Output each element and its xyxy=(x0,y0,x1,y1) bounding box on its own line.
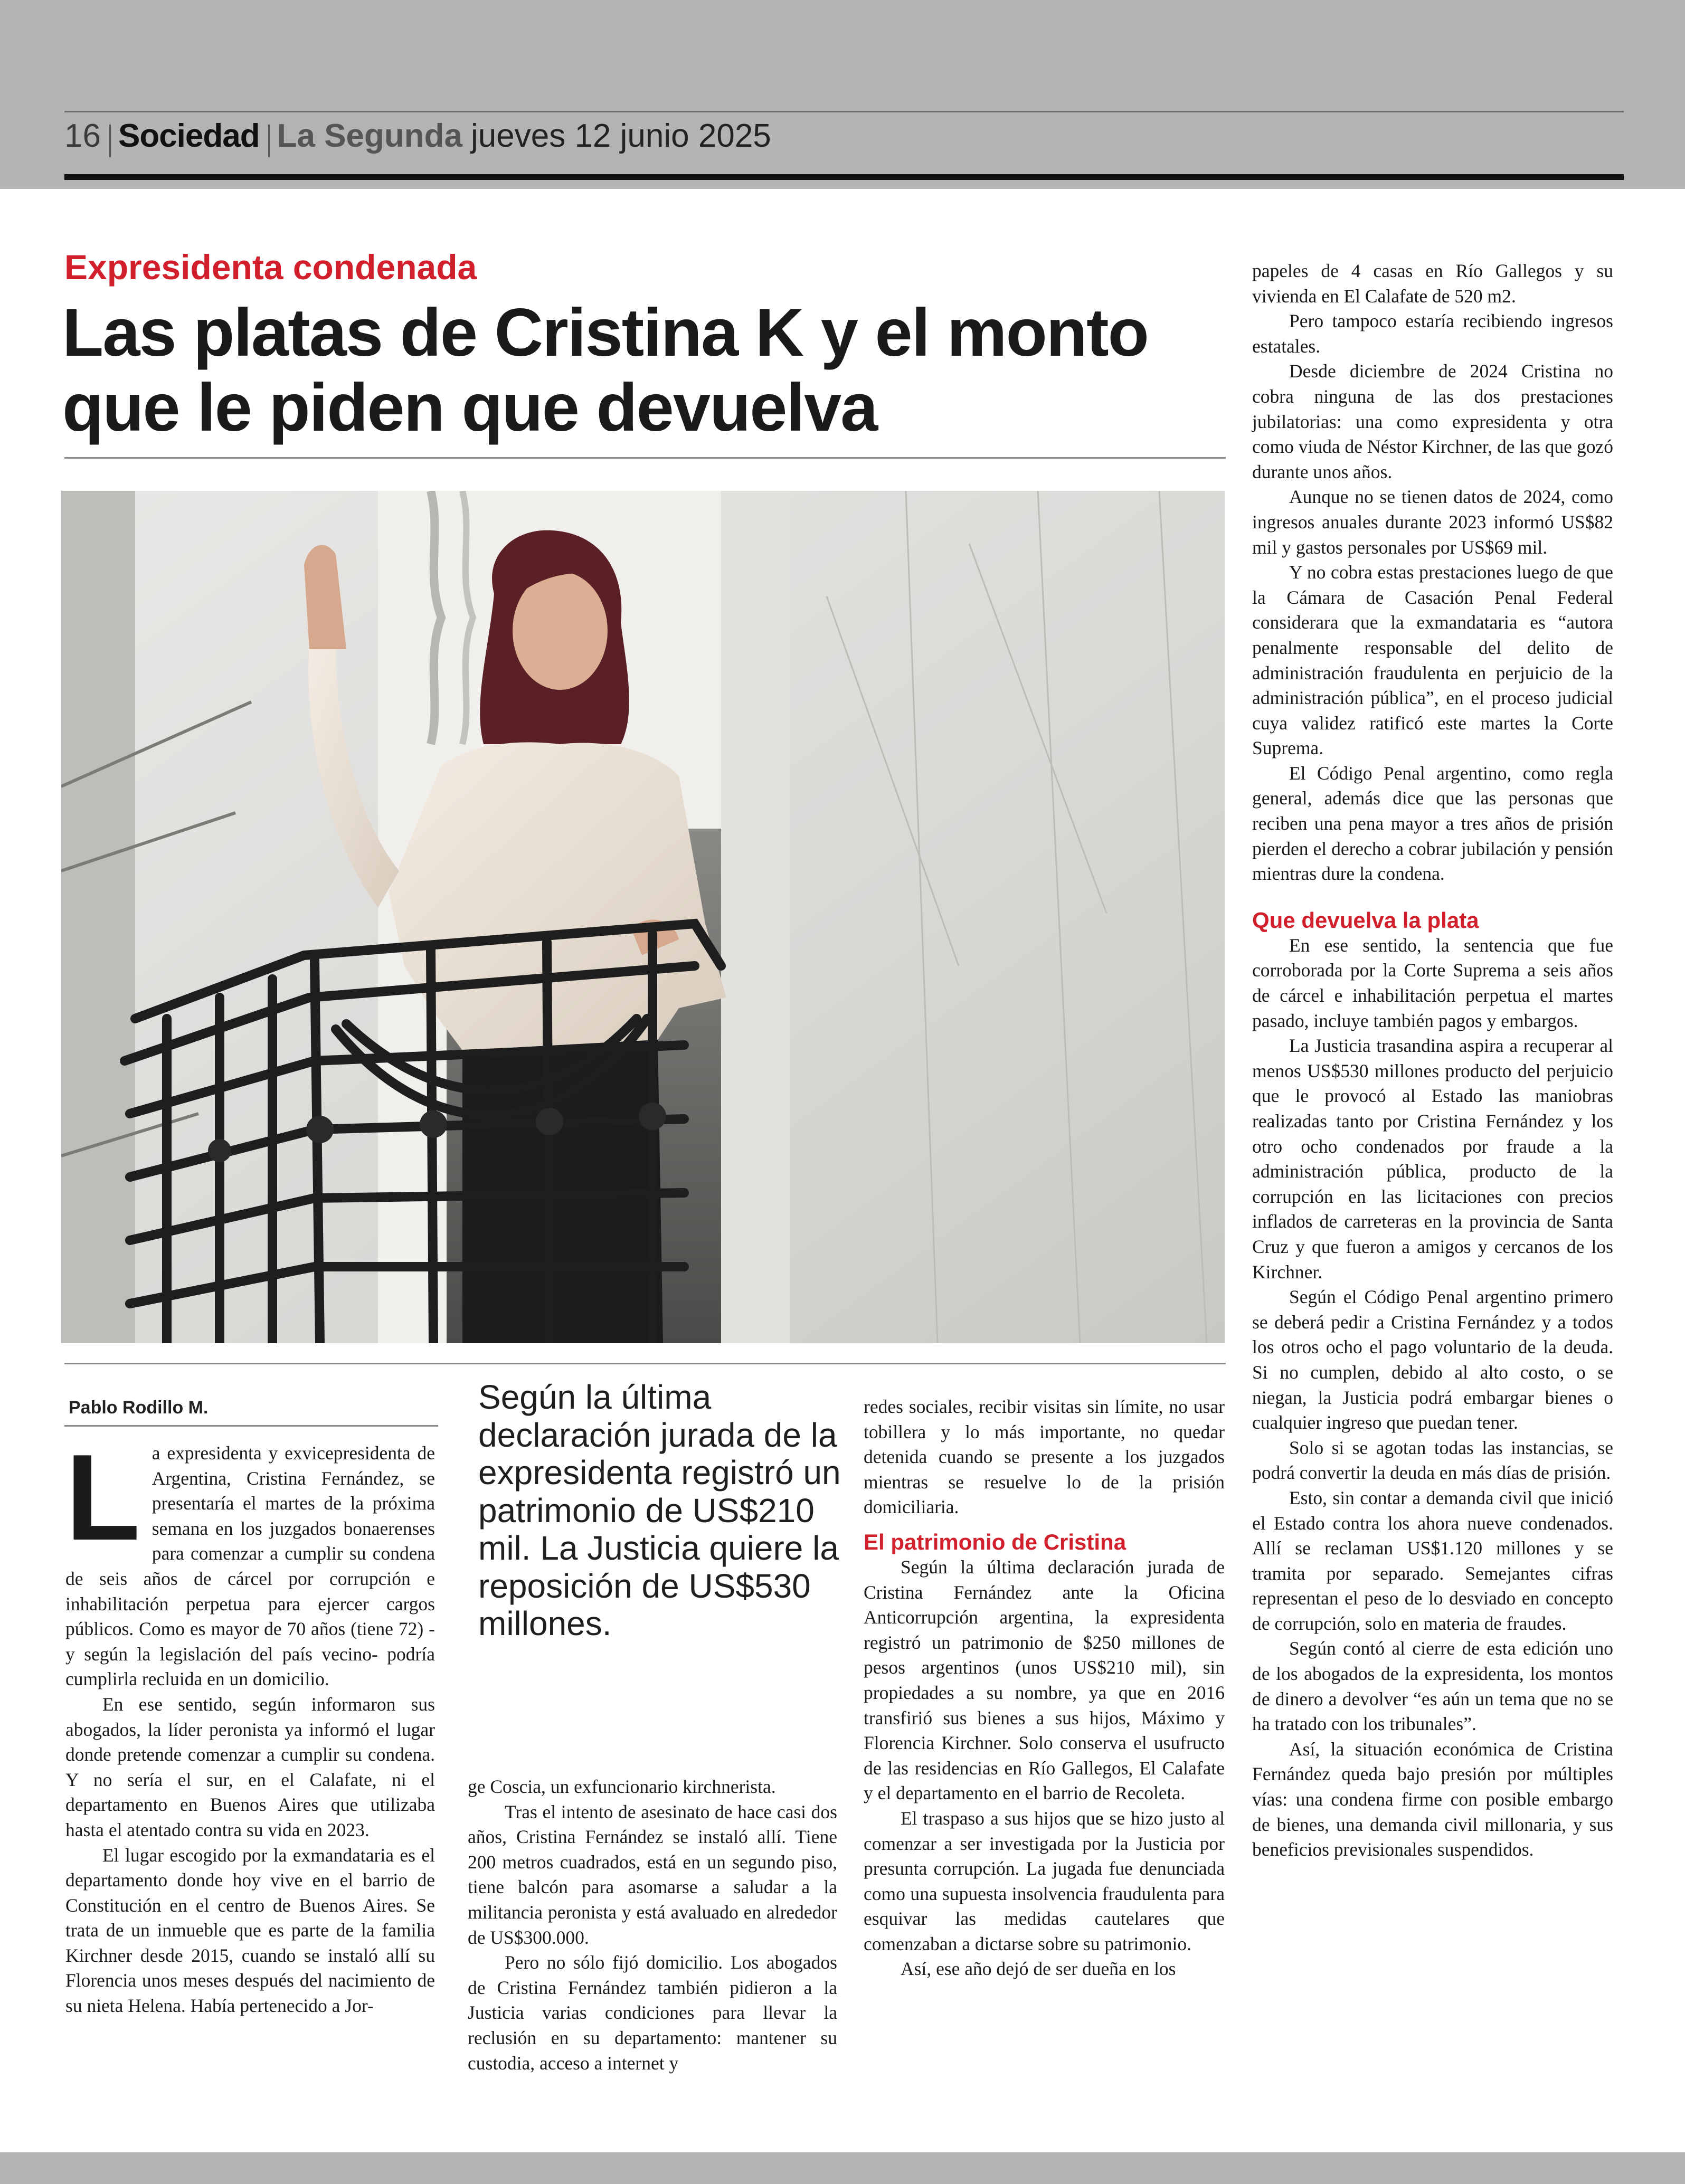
byline: Pablo Rodillo M. xyxy=(69,1398,209,1418)
paragraph: Según contó al cierre de esta edición uno de los abogados de la expresidenta, los montos de dinero a devolver “es aún un tema que no se ha tratado con los tribunales”. xyxy=(1252,1638,1613,1735)
article-kicker: Expresidenta condenada xyxy=(64,248,477,287)
paragraph: Aunque no se tienen datos de 2024, como ingresos anuales durante 2023 informó US$82 mil y gastos personales por US$69 mil. xyxy=(1252,486,1613,558)
paragraph: En ese sentido, la sentencia que fue corroborada por la Corte Suprema a seis años de cárcel e inhabilitación perpetua el martes pasado, incluye también pagos y embargos. xyxy=(1252,934,1613,1031)
paragraph: Tras el intento de asesinato de hace casi dos años, Cristina Fernández se instaló allí. Tiene 200 metros cuadrados, está en un segundo piso, tiene balcón para asomarse a saludar a la militancia peronista y está avaluado en alrededor de US$300.000. xyxy=(468,1801,837,1948)
balcony-photo-illustration xyxy=(61,491,1225,1343)
header-divider xyxy=(268,125,270,157)
article-column-3 xyxy=(864,1394,1225,1982)
paragraph: Así, la situación económica de Cristina Fernández queda bajo presión por múltiples vías: una condena firme con posible embargo de bienes, una demanda civil millonaria, y sus beneficios previsionales suspendidos. xyxy=(1252,1738,1613,1860)
lead-paragraph-text: a expresidenta y exvicepresidenta de Argentina, Cristina Fernández, se presentaría el martes de la próxima semana en los juzgados bonaerenses para comenzar a cumplir su condena de seis años de cárcel por corrupción e inhabilitación perpetua para ejercer cargos públicos. Como es mayor de 70 años (tiene 72) -y según la legislación del país vecino- podría cumplirla recluida en un domicilio. xyxy=(65,1442,435,1690)
paragraph: La Justicia trasandina aspira a recuperar al menos US$530 millones producto del perjuicio que le provocó al Estado las maniobras realizadas tanto por Cristina Fernández y los otro ocho condenados por fraude a la administración pública, producto de la corrupción en las licitaciones con precios inflados de carreteras en la provincia de Santa Cruz y que fueron a amigos y cercanos de los Kirchner. xyxy=(1252,1035,1613,1283)
photo-rule xyxy=(64,1363,1226,1364)
paragraph: papeles de 4 casas en Río Gallegos y su vivienda en El Calafate de 520 m2. xyxy=(1252,260,1613,307)
paragraph: Según la última declaración jurada de Cristina Fernández ante la Oficina Anticorrupción argentina, la expresidenta registró un patrimonio de $250 millones de pesos argentinos (unos US$210 mil), sin propiedades a su nombre, ya que en 2016 transfirió sus bienes a sus hijos, Máximo y Florencia Kirchner. Solo conserva el usufructo de las residencias en Río Gallegos, El Calafate y el departamento en el barrio de Recoleta. xyxy=(864,1556,1225,1804)
paragraph: El lugar escogido por la exmandataria es el departamento donde hoy vive en el barrio de Constitución en el centro de Buenos Aires. Se trata de un inmueble que es parte de la familia Kirchner desde 2015, cuando se instaló allí su Florencia unos meses después del nacimiento de su nieta Helena. Había pertenecido a Jor- xyxy=(65,1844,435,2017)
paragraph: En ese sentido, según informaron sus abogados, la líder peronista ya informó el lugar donde pretende comenzar a cumplir su condena. Y no sería el sur, en el Calafate, ni el departamento en Buenos Aires que utilizaba hasta el atentado contra su vida en 2023. xyxy=(65,1693,435,1840)
newspaper-name: La Segunda xyxy=(277,118,462,154)
issue-date: jueves 12 junio 2025 xyxy=(471,118,771,154)
paragraph: redes sociales, recibir visitas sin límite, no usar tobillera y lo más importante, no quedar detenida cuando se presente a los juzgados mientras se resuelve lo de la prisión domiciliaria. xyxy=(864,1396,1225,1518)
drop-cap: L xyxy=(65,1429,140,1566)
subheading-devuelva: Que devuelva la plata xyxy=(1252,907,1479,933)
article-column-1 xyxy=(65,1429,435,2019)
subheading-patrimonio: El patrimonio de Cristina xyxy=(864,1529,1127,1554)
header-bottom-rule xyxy=(64,174,1624,180)
paragraph: Según el Código Penal argentino primero se deberá pedir a Cristina Fernández y a todos los otros ocho el pago voluntario de la deuda. Si no cumplen, debido al alto costo, o se niegan, la Justicia podrá embargar bienes o cualquier ingreso que puedan tener. xyxy=(1252,1286,1613,1433)
article-headline: Las platas de Cristina K y el monto que le piden que devuelva xyxy=(62,295,1148,445)
headline-rule xyxy=(64,457,1226,459)
paragraph: Pero no sólo fijó domicilio. Los abogados de Cristina Fernández también pidieron a la Justicia varias condiciones para llevar la reclusión en su departamento: mantener su custodia, acceso a internet y xyxy=(468,1952,837,2074)
paragraph: Y no cobra estas prestaciones luego de que la Cámara de Casación Penal Federal considerara que la exmandataria es “autora penalmente responsable del delito de administración fraudulenta en perjuicio de la administración pública”, en el proceso judicial cuya validez ratificó este martes la Corte Suprema. xyxy=(1252,562,1613,759)
page-header xyxy=(64,117,771,165)
paragraph: Pero tampoco estaría recibiendo ingresos estatales. xyxy=(1252,310,1613,357)
lead-photo xyxy=(61,491,1225,1343)
paragraph: Desde diciembre de 2024 Cristina no cobra ninguna de las dos prestaciones jubilatorias: una como expresidenta y otra como viuda de Néstor Kirchner, de las que gozó durante unos años. xyxy=(1252,360,1613,482)
section-name: Sociedad xyxy=(118,118,260,154)
article-column-4 xyxy=(1252,259,1613,1863)
paragraph: Así, ese año dejó de ser dueña en los xyxy=(901,1958,1176,1980)
byline-rule xyxy=(64,1425,438,1427)
paragraph: Esto, sin contar a demanda civil que inició el Estado contra los ahora nueve condenados. Allí se reclaman US$1.120 millones y se tramita por separado. Semejantes cifras representan el peso de lo desviado en concepto de corrupción, solo en materia de fraudes. xyxy=(1252,1487,1613,1634)
pull-quote: Según la última declaración jurada de la expresidenta registró un patrimonio de US$210 mil. La Justicia quiere la reposición de US$530 millones. xyxy=(478,1378,841,1642)
paragraph: El Código Penal argentino, como regla general, además dice que las personas que reciben una pena mayor a tres años de prisión pierden el derecho a cobrar jubilación y pensión mientras dure la condena. xyxy=(1252,762,1613,885)
article-column-2 xyxy=(468,1774,837,2076)
header-top-rule xyxy=(64,111,1624,112)
paragraph: El traspaso a sus hijos que se hizo justo al comenzar a ser investigada por la Justicia por presunta corrupción. La jugada fue denunciada como una supuesta insolvencia fraudulenta para esquivar las medidas cautelares que comenzaban a dictarse sobre su patrimonio. xyxy=(864,1807,1225,1954)
paragraph: ge Coscia, un exfuncionario kirchnerista. xyxy=(468,1776,776,1797)
paragraph: Solo si se agotan todas las instancias, se podrá convertir la deuda en más días de prisión. xyxy=(1252,1437,1613,1484)
page-number: 16 xyxy=(64,118,101,154)
lead-paragraph xyxy=(65,1429,435,1692)
header-divider xyxy=(109,125,111,157)
